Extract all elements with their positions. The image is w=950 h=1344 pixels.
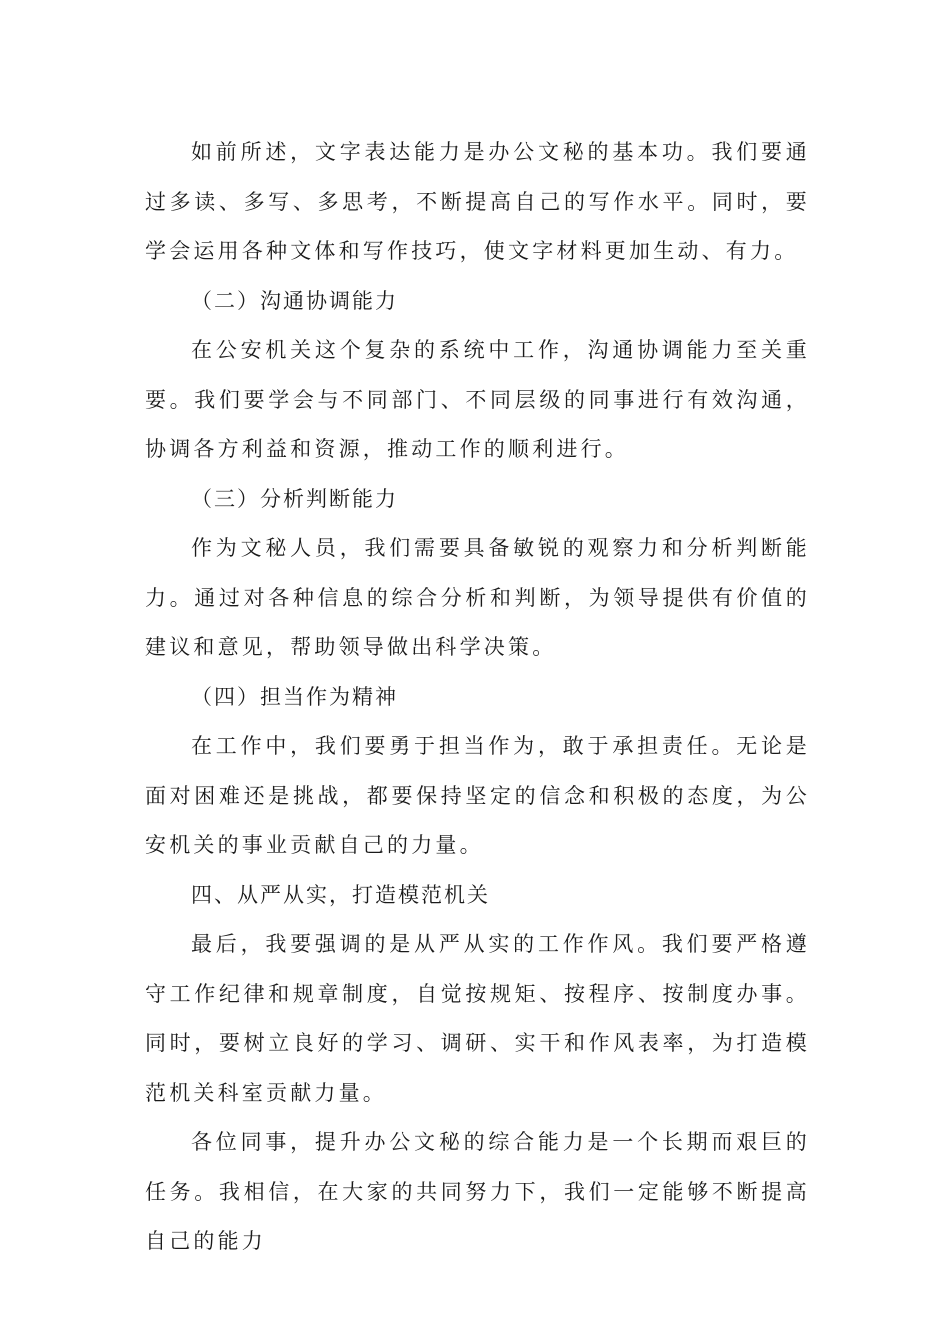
heading-responsibility: （四）担当作为精神	[191, 684, 398, 709]
paragraph-responsibility: 在工作中，我们要勇于担当作为，敢于承担责任。无论是面对困难还是挑战，都要保持坚定的信念和积极的态度，为公安机关的事业贡献自己的力量。	[145, 734, 810, 857]
heading-communication: （二）沟通协调能力	[191, 288, 398, 313]
paragraph-writing-skill: 如前所述，文字表达能力是办公文秘的基本功。我们要通过多读、多写、多思考，不断提高自己的写作水平。同时，要学会运用各种文体和写作技巧，使文字材料更加生动、有力。	[145, 140, 810, 263]
paragraph-closing: 各位同事，提升办公文秘的综合能力是一个长期而艰巨的任务。我相信，在大家的共同努力下，我们一定能够不断提高自己的能力	[145, 1130, 810, 1253]
heading-analysis: （三）分析判断能力	[191, 486, 398, 511]
document-body	[145, 128, 810, 1267]
heading-section-four: 四、从严从实，打造模范机关	[191, 882, 490, 907]
paragraph-communication: 在公安机关这个复杂的系统中工作，沟通协调能力至关重要。我们要学会与不同部门、不同层级的同事进行有效沟通，协调各方利益和资源，推动工作的顺利进行。	[145, 338, 810, 461]
paragraph-analysis: 作为文秘人员，我们需要具备敏锐的观察力和分析判断能力。通过对各种信息的综合分析和判断，为领导提供有价值的建议和意见，帮助领导做出科学决策。	[145, 536, 810, 659]
paragraph-strict-practice: 最后，我要强调的是从严从实的工作作风。我们要严格遵守工作纪律和规章制度，自觉按规矩、按程序、按制度办事。同时，要树立良好的学习、调研、实干和作风表率，为打造模范机关科室贡献力量。	[145, 932, 810, 1105]
